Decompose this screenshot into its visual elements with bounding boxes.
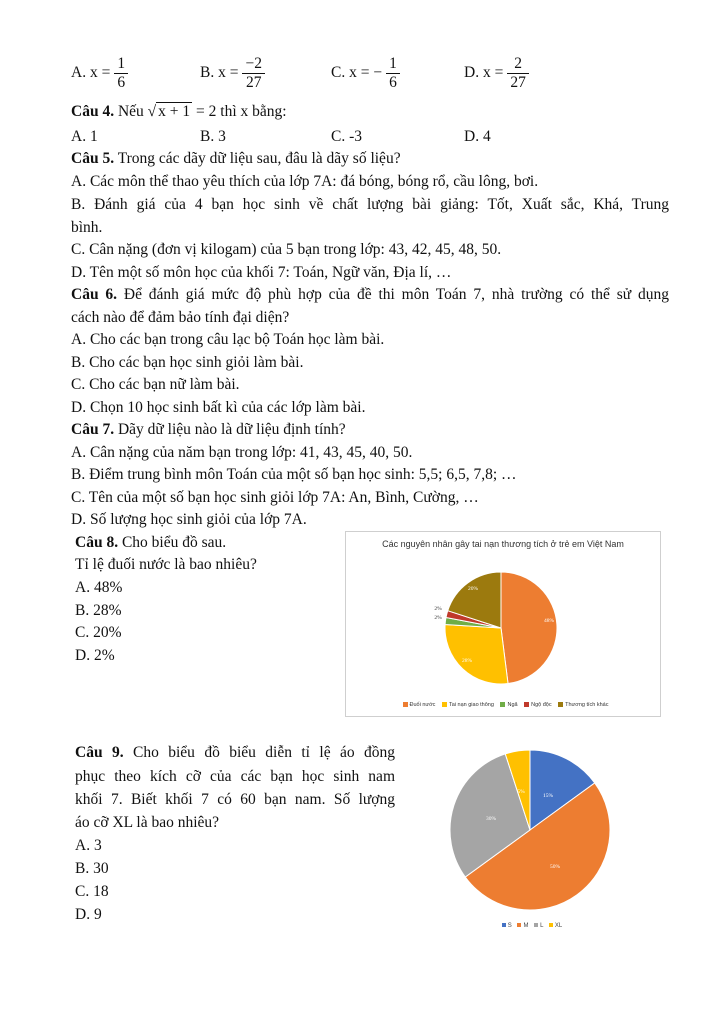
q8-option-c: C. 20%	[75, 624, 122, 641]
injury-pie-svg	[346, 532, 660, 716]
q8-option-d: D. 2%	[75, 647, 115, 664]
legend-swatch-fall	[500, 702, 505, 707]
q3-option-d: D. x = $\frac{2}{27}$	[464, 55, 529, 92]
pie-data-label: 48%	[543, 618, 555, 624]
q7-option-b: B. Điểm trung bình môn Toán của một số bạn học sinh: 5,5; 6,5, 7,8; …	[71, 466, 517, 483]
q5-question: Câu 5. Trong các dãy dữ liệu sau, đâu là dãy số liệu?	[71, 150, 401, 167]
q3-option-a: A. x = $\frac{1}{6}$	[71, 55, 128, 92]
legend-swatch-l	[534, 923, 538, 927]
legend-label: M	[523, 923, 529, 929]
q5-option-a: A. Các môn thể thao yêu thích của lớp 7A: đá bóng, bóng rổ, cầu lông, bơi.	[71, 173, 539, 190]
pie-data-label: 20%	[467, 586, 479, 592]
q9-question-line1: Câu 9. Cho biểu đồ biểu diễn tỉ lệ áo đồng	[75, 744, 395, 761]
q3-option-b: B. x = $\frac{-2}{27}$	[200, 55, 265, 92]
q4-option-b: B. 3	[200, 128, 226, 145]
legend-label: Thương tích khác	[565, 702, 609, 708]
sqrt-symbol: √	[147, 103, 157, 120]
legend-swatch-xl	[549, 923, 553, 927]
legend-swatch-other	[558, 702, 563, 707]
q7-option-a: A. Cân nặng của năm bạn trong lớp: 41, 43, 45, 40, 50.	[71, 444, 413, 461]
pie-slice-đuối-nước	[501, 572, 557, 684]
pie-slice-tai-nạn-giao-thông	[445, 624, 508, 684]
q5-option-c: C. Cân nặng (đơn vị kilogam) của 5 bạn trong lớp: 43, 42, 45, 48, 50.	[71, 241, 502, 258]
q3-option-c: C. x = − $\frac{1}{6}$	[331, 55, 400, 92]
q6-question-line1: Câu 6. Để đánh giá mức độ phù hợp của đề thi môn Toán 7, nhà trường có thể sử dụng	[71, 286, 669, 303]
legend-label: XL	[554, 923, 563, 929]
q4-option-c: C. -3	[331, 128, 362, 145]
legend-label: Đuối nước	[409, 702, 436, 708]
legend-label: Ngã	[507, 702, 518, 708]
q9-question-line3: khối 7. Biết khối 7 có 60 bạn nam. Số lượng	[75, 791, 395, 808]
q5-option-b-line1: B. Đánh giá của 4 bạn học sinh về chất lượng bài giảng: Tốt, Xuất sắc, Khá, Trung	[71, 196, 669, 213]
pie-data-label: 5%	[517, 789, 525, 795]
q9-option-a: A. 3	[75, 837, 102, 854]
q9-question-line2: phục theo kích cỡ của các bạn học sinh nam	[75, 768, 395, 785]
legend-label: L	[540, 923, 544, 929]
q8-question-line1: Câu 8. Cho biểu đồ sau.	[75, 534, 227, 551]
q4-option-d: D. 4	[464, 128, 491, 145]
legend-label: S	[507, 923, 512, 929]
chart-legend	[346, 702, 660, 708]
q4-question: Câu 4. Nếu √ x + 1 = 2 thì x bằng:	[71, 103, 287, 120]
pie-data-label: 2%	[434, 606, 442, 612]
chart-title: Các nguyên nhân gây tai nạn thương tích ở trẻ em Việt Nam	[382, 539, 624, 549]
q9-option-d: D. 9	[75, 906, 102, 923]
injury-pie-chart	[345, 531, 661, 717]
pie-data-label: 15%	[542, 793, 554, 799]
q8-question-line2: Tỉ lệ đuối nước là bao nhiêu?	[75, 556, 257, 573]
legend-label: Ngộ độc	[531, 702, 552, 708]
pie-data-label: 28%	[461, 658, 473, 664]
q8-option-a: A. 48%	[75, 579, 123, 596]
q9-question-line4: áo cỡ XL là bao nhiêu?	[75, 814, 220, 831]
legend-swatch-m	[517, 923, 521, 927]
q7-option-d: D. Số lượng học sinh giỏi của lớp 7A.	[71, 511, 307, 528]
q9-option-c: C. 18	[75, 883, 109, 900]
q5-option-d: D. Tên một số môn học của khối 7: Toán, Ngữ văn, Địa lí, …	[71, 264, 452, 281]
q6-option-a: A. Cho các bạn trong câu lạc bộ Toán học làm bài.	[71, 331, 385, 348]
uniform-size-pie-chart	[420, 740, 640, 930]
chart2-legend	[430, 923, 630, 929]
legend-label: Tai nạn giao thông	[448, 702, 494, 708]
q6-option-b: B. Cho các bạn học sinh giỏi làm bài.	[71, 354, 304, 371]
q8-option-b: B. 28%	[75, 602, 122, 619]
q7-question: Câu 7. Dãy dữ liệu nào là dữ liệu định tính?	[71, 421, 346, 438]
q9-option-b: B. 30	[75, 860, 109, 877]
legend-swatch-drowning	[403, 702, 408, 707]
q6-option-c: C. Cho các bạn nữ làm bài.	[71, 376, 240, 393]
legend-swatch-poison	[524, 702, 529, 707]
q4-option-a: A. 1	[71, 128, 98, 145]
q7-option-c: C. Tên của một số bạn học sinh giỏi lớp 7A: An, Bình, Cường, …	[71, 489, 479, 506]
pie-data-label: 2%	[434, 615, 442, 621]
legend-swatch-s	[502, 923, 506, 927]
q5-option-b-line2: bình.	[71, 219, 103, 236]
pie-data-label: 30%	[485, 816, 497, 822]
legend-swatch-traffic	[442, 702, 447, 707]
q6-option-d: D. Chọn 10 học sinh bất kì của các lớp làm bài.	[71, 399, 366, 416]
q6-question-line2: cách nào để đảm bảo tính đại diện?	[71, 309, 290, 326]
pie-data-label: 50%	[549, 864, 561, 870]
